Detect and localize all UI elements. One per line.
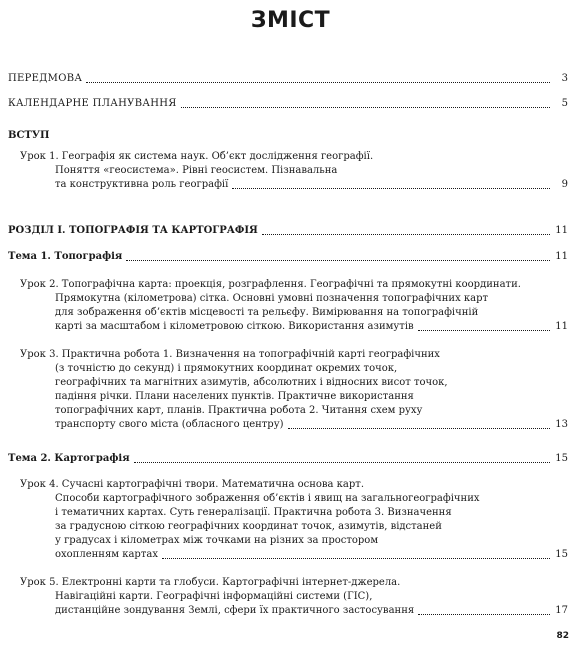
leader-dots bbox=[181, 107, 550, 108]
toc-entry-label: ПЕРЕДМОВА bbox=[8, 73, 83, 84]
toc-page-number: 5 bbox=[561, 98, 568, 109]
entry-line: охопленням картах bbox=[55, 549, 158, 560]
entry-line: топографічних карт, планів. Практична робота 2. Читання схем руху bbox=[55, 405, 423, 416]
toc-entry-topic-1[interactable] bbox=[8, 250, 568, 264]
entry-line: Способи картографічного зображення об’єктів і явищ на загальногеографічних bbox=[55, 493, 480, 504]
entry-line: Поняття «геосистема». Рівні геосистем. Пізнавальна bbox=[55, 165, 338, 176]
entry-line: та конструктивна роль географії bbox=[55, 179, 229, 190]
toc-page-number: 11 bbox=[555, 251, 568, 262]
entry-line: дистанційне зондування Землі, сфери їх практичного застосування bbox=[55, 605, 415, 616]
toc-entry-label: РОЗДІЛ І. ТОПОГРАФІЯ ТА КАРТОГРАФІЯ bbox=[8, 225, 258, 236]
toc-page-number: 11 bbox=[555, 321, 568, 332]
toc-page-number: 11 bbox=[555, 225, 568, 236]
toc-entry-lesson-5[interactable] bbox=[8, 576, 568, 618]
leader-dots bbox=[126, 260, 550, 261]
entry-line: Навігаційні карти. Географічні інформаційні системи (ГІС), bbox=[55, 591, 373, 602]
leader-dots bbox=[86, 82, 550, 83]
leader-dots bbox=[162, 558, 550, 559]
entry-line: Урок 1. Географія як система наук. Об’єкт дослідження географії. bbox=[20, 151, 374, 162]
toc-page-number: 15 bbox=[555, 549, 568, 560]
toc-entry-preface[interactable] bbox=[8, 72, 568, 86]
page-number: 82 bbox=[556, 631, 569, 641]
section-heading-intro: ВСТУП bbox=[8, 130, 50, 141]
entry-line: Урок 5. Електронні карти та глобуси. Картографічні інтернет-джерела. bbox=[20, 577, 401, 588]
entry-line: (з точністю до секунд) і прямокутних координат окремих точок, bbox=[55, 363, 398, 374]
toc-page-number: 17 bbox=[555, 605, 568, 616]
toc-entry-lesson-1[interactable] bbox=[8, 150, 568, 192]
entry-line: для зображення об’єктів місцевості та рельєфу. Вимірювання на топографічній bbox=[55, 307, 479, 318]
toc-page-number: 13 bbox=[555, 419, 568, 430]
entry-line: падіння річки. Плани населених пунктів. Практичне використання bbox=[55, 391, 414, 402]
entry-line: карті за масштабом і кілометровою сіткою. Використання азимутів bbox=[55, 321, 414, 332]
entry-line: Прямокутна (кілометрова) сітка. Основні умовні позначення топографічних карт bbox=[55, 293, 489, 304]
entry-line: географічних та магнітних азимутів, абсолютних і відносних висот точок, bbox=[55, 377, 448, 388]
toc-entry-label: КАЛЕНДАРНЕ ПЛАНУВАННЯ bbox=[8, 98, 177, 109]
leader-dots bbox=[418, 614, 550, 615]
toc-entry-section-1[interactable] bbox=[8, 224, 568, 238]
entry-line: Урок 4. Сучасні картографічні твори. Математична основа карт. bbox=[20, 479, 365, 490]
entry-line: і тематичних картах. Суть генералізації. Практична робота 3. Визначення bbox=[55, 507, 452, 518]
entry-line: Урок 2. Топографічна карта: проекція, розграфлення. Географічні та прямокутні координати. bbox=[20, 279, 521, 290]
toc-entry-lesson-4[interactable] bbox=[8, 478, 568, 562]
toc-entry-calendar-planning[interactable] bbox=[8, 97, 568, 111]
toc-page-number: 3 bbox=[561, 73, 568, 84]
entry-line: за градусною сіткою географічних координат точок, азимутів, відстаней bbox=[55, 521, 442, 532]
toc-entry-lesson-2[interactable] bbox=[8, 278, 568, 334]
entry-line: у градусах і кілометрах між точками на різних за простором bbox=[55, 535, 379, 546]
toc-entry-label: Тема 1. Топографія bbox=[8, 251, 123, 262]
toc-entry-topic-2[interactable] bbox=[8, 452, 568, 466]
entry-line: транспорту свого міста (обласного центру) bbox=[55, 419, 284, 430]
toc-page-number: 9 bbox=[561, 179, 568, 190]
leader-dots bbox=[134, 462, 550, 463]
toc-entry-label: Тема 2. Картографія bbox=[8, 453, 130, 464]
leader-dots bbox=[418, 330, 550, 331]
toc-page-number: 15 bbox=[555, 453, 568, 464]
entry-line: Урок 3. Практична робота 1. Визначення на топографічній карті географічних bbox=[20, 349, 440, 360]
leader-dots bbox=[262, 234, 550, 235]
leader-dots bbox=[288, 428, 551, 429]
toc-entry-lesson-3[interactable] bbox=[8, 348, 568, 432]
page-title: ЗМІСТ bbox=[250, 8, 331, 33]
leader-dots bbox=[232, 188, 550, 189]
